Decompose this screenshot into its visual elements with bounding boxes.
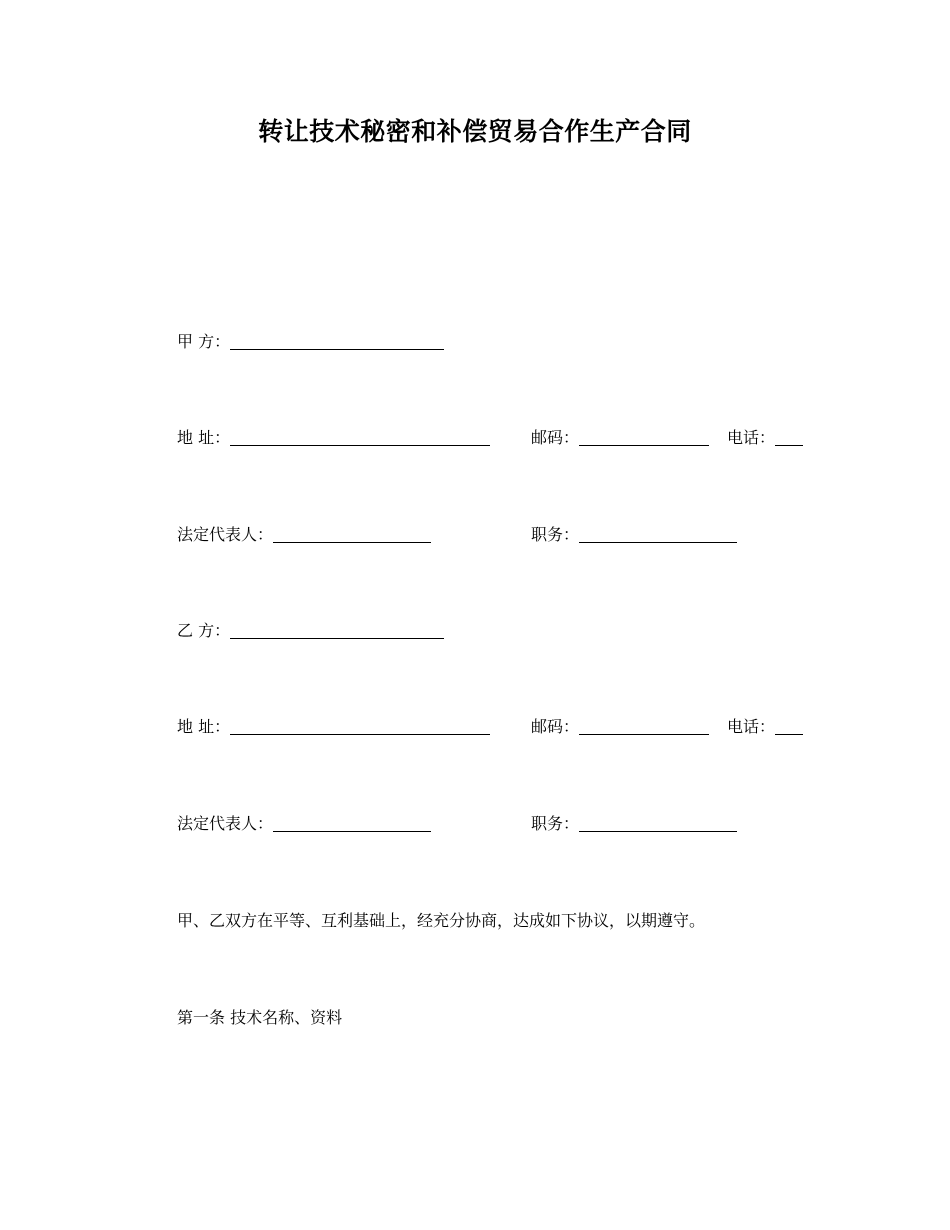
party-b-postcode-field bbox=[531, 717, 709, 737]
party-b-name-blank bbox=[230, 623, 444, 639]
party-a-address-blank bbox=[230, 430, 490, 446]
article-1-heading: 第一条 技术名称、资料 bbox=[177, 1008, 343, 1027]
party-b-position-label: 职务： bbox=[531, 814, 580, 833]
party-a-address-field bbox=[177, 428, 490, 448]
party-a-phone-label: 电话： bbox=[727, 428, 776, 447]
party-b-name-field bbox=[177, 621, 444, 641]
party-a-phone-blank bbox=[775, 430, 803, 446]
party-b-name-label: 乙 方： bbox=[177, 621, 231, 640]
party-b-address-label: 地 址： bbox=[177, 717, 231, 736]
party-b-legal-rep-field bbox=[177, 814, 431, 834]
party-a-position-field bbox=[531, 525, 737, 545]
party-b-phone-field bbox=[727, 717, 803, 737]
party-b-legal-rep-label: 法定代表人： bbox=[177, 814, 274, 833]
party-b-legal-rep-blank bbox=[273, 816, 431, 832]
document-title: 转让技术秘密和补偿贸易合作生产合同 bbox=[258, 117, 692, 146]
party-a-postcode-label: 邮码： bbox=[531, 428, 580, 447]
party-b-address-field bbox=[177, 717, 490, 737]
party-a-phone-field bbox=[727, 428, 803, 448]
party-b-address-blank bbox=[230, 719, 490, 735]
party-b-position-blank bbox=[579, 816, 737, 832]
party-a-name-field bbox=[177, 332, 444, 352]
party-b-phone-blank bbox=[775, 719, 803, 735]
party-b-position-field bbox=[531, 814, 737, 834]
party-a-legal-rep-blank bbox=[273, 527, 431, 543]
party-b-postcode-blank bbox=[579, 719, 709, 735]
party-a-postcode-field bbox=[531, 428, 709, 448]
preamble-paragraph: 甲、乙双方在平等、互利基础上，经充分协商，达成如下协议，以期遵守。 bbox=[177, 911, 706, 930]
party-a-legal-rep-label: 法定代表人： bbox=[177, 525, 274, 544]
party-a-position-label: 职务： bbox=[531, 525, 580, 544]
party-b-postcode-label: 邮码： bbox=[531, 717, 580, 736]
party-a-position-blank bbox=[579, 527, 737, 543]
party-a-name-label: 甲 方： bbox=[177, 332, 231, 351]
party-b-phone-label: 电话： bbox=[727, 717, 776, 736]
party-a-name-blank bbox=[230, 334, 444, 350]
party-a-postcode-blank bbox=[579, 430, 709, 446]
party-a-address-label: 地 址： bbox=[177, 428, 231, 447]
party-a-legal-rep-field bbox=[177, 525, 431, 545]
